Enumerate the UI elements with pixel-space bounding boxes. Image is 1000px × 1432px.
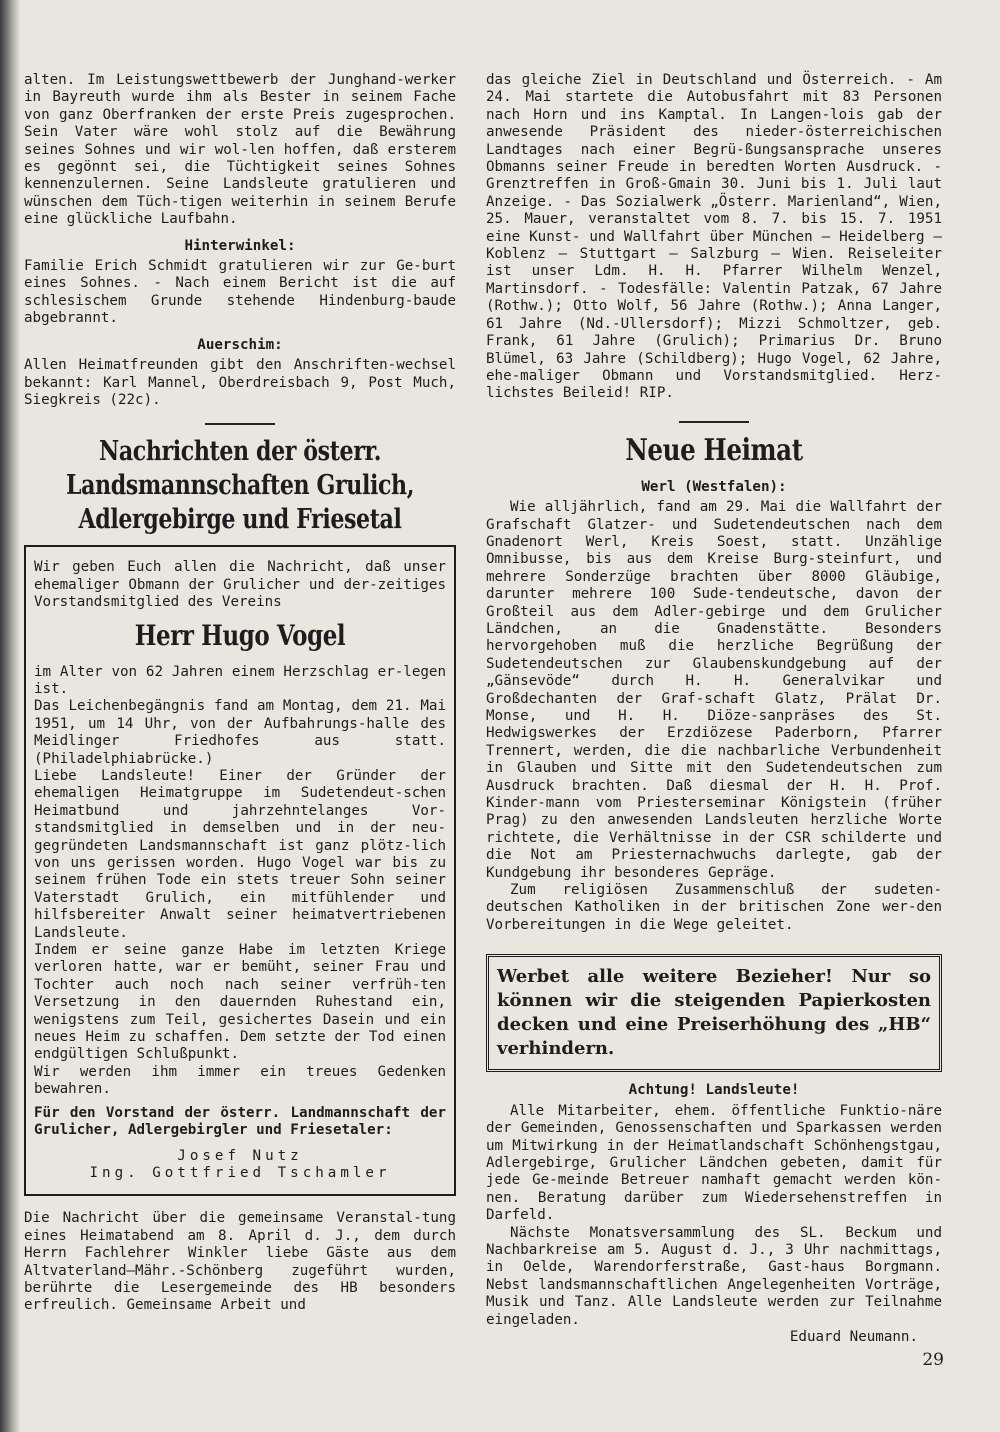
outro-paragraph: Die Nachricht über die gemeinsame Veranstal-tung eines Heimatabend am 8. April d. J., dem durch Herrn Fachlehrer Winkler liebe Gäste aus dem Altvaterland—Mähr.-Schönberg zugeführt wurden, berührte die Lesergemeinde des HB besonders erfreulich. Gemeinsame Arbeit und: [24, 1210, 456, 1314]
katholiken-paragraph: Zum religiösen Zusammenschluß der sudeten-deutschen Katholiken in der britischen Zone wer-den Vorbereitungen in die Wege geleitet.: [486, 882, 942, 933]
intro-paragraph: alten. Im Leistungswettbewerb der Junghand-werker in Bayreuth wurde ihm als Bester in seinem Fache von ganz Oberfranken der erste Preis zugesprochen. Sein Vater wäre wohl stolz auf die Bewährung seines Sohnes und wir wol-len hoffen, daß ersterem es gegönnt sei, die Tüchtigkeit seines Sohnes kennenzulernen. Seine Landsleute gratulieren und wünschen dem Tüch-tigen weiterhin in seinem Berufe eine glückliche Laufbahn.: [24, 72, 456, 228]
obituary-intro: Wir geben Euch allen die Nachricht, daß unser ehemaliger Obmann der Grulicher und der-zeitiges Vorstandsmitglied des Vereins: [34, 559, 446, 611]
mitarbeiter-paragraph: Alle Mitarbeiter, ehem. öffentliche Funktio-näre der Gemeinden, Genossenschaften und Sparkassen werden um Mitwirkung in der Heimatlandschaft Schönhengstgau, Adlergebirge, Grulicher Ländchen gebeten, damit für jede Ge-meinde Betreuer namhaft gemacht werden kön-nen. Beratung darüber zum Wiedersehenstreffen in Darfeld.: [486, 1102, 942, 1224]
left-column: [24, 72, 456, 1315]
news-paragraph: das gleiche Ziel in Deutschland und Österreich. - Am 24. Mai startete die Autobusfahrt mit 83 Personen nach Horn und ins Kamptal. In Langen-lois gab der anwesende Präsident des nieder-österreichischen Landtages nach einer Begrü-ßungsansprache unseres Obmanns seiner Freude in beredten Worten Ausdruck. - Grenztreffen in Groß-Gmain 30. Juni bis 1. Juli laut Anzeige. - Das Sozialwerk „Österr. Marienland“, Wien, 25. Mauer, veranstaltet vom 8. 7. bis 15. 7. 1951 eine Kunst- und Wallfahrt über München — Heidelberg — Koblenz — Stuttgart — Salzburg — Wien. Reiseleiter ist unser Ldm. H. H. Pfarrer Wilhelm Wenzel, Martinsdorf. - Todesfälle: Valentin Patzak, 67 Jahre (Rothw.); Otto Wolf, 56 Jahre (Rothw.); Anna Langer, 61 Jahre (Nd.-Ullersdorf); Mizzi Schmoltzer, geb. Frank, 61 Jahre (Grulich); Primarius Dr. Bruno Blümel, 63 Jahre (Schildberg); Hugo Vogel, 62 Jahre, ehe-maliger Obmann und Vorstandsmitglied. Herz-lichstes Beileid! RIP.: [486, 72, 942, 402]
binding-gutter: [0, 0, 20, 1432]
auerschim-paragraph: Allen Heimatfreunden gibt den Anschriften-wechsel bekannt: Karl Mannel, Oberdreisbach 9, Post Much, Siegkreis (22c).: [24, 357, 456, 408]
section-heading-neue-heimat: Neue Heimat: [625, 432, 803, 468]
versammlung-paragraph: Nächste Monatsversammlung des SL. Beckum und Nachbarkreise am 5. August d. J., 3 Uhr nachmittags, in Oelde, Warendorferstraße, Gast-haus Borgmann. Nebst landsmannschaftlichen Angelegenheiten Vorträge, Musik und Tanz. Alle Landsleute werden zur Teilnahme eingeladen.: [486, 1224, 942, 1328]
section-title-hinterwinkel: Hinterwinkel:: [184, 237, 296, 254]
werl-paragraph: Wie alljährlich, fand am 29. Mai die Wallfahrt der Grafschaft Glatzer- und Sudetendeutschen nach dem Gnadenort Werl, Kreis Soest, statt. Unzählige Omnibusse, bis aus dem Kreise Burg-steinfurt, und mehrere Sonderzüge brachten über 8000 Gläubige, darunter mehrere 100 Sude-tendeutsche, davon der Großteil aus dem Adler-gebirge und dem Grulicher Ländchen, an die Gnadenstätte. Besonders hervorgehoben muß die herzliche Begrüßung der Sudetendeutschen zur Glaubenskundgebung auf der „Gänsevöde“ durch H. H. Generalvikar und Großdechanten der Graf-schaft Glatz, Prälat Dr. Monse, und H. H. Diöze-sanpräses des St. Hedwigswerkes der Erzdiözese Paderborn, Pfarrer Trennert, werden, die die nachbarliche Verbundenheit in Glauben und Sitte mit den Sudetendeutschen zum Ausdruck brachten. Daß diesmal der H. H. Prof. Kinder-mann vom Priesterseminar Königstein (früher Prag) zu den anwesenden Landsleuten herzliche Worte richtete, die Verhältnisse in der CSR schilderte und die Not am Priesternachwuchs darlegte, gab der Kundgebung ihr besonderes Gepräge.: [486, 499, 942, 881]
obituary-p1: im Alter von 62 Jahren einem Herzschlag er-legen ist.: [34, 663, 446, 697]
obituary-p3: Liebe Landsleute! Einer der Gründer der ehemaligen Heimatgruppe im Sudetendeut-schen Heimatbund und jahrzehntelanges Vor-standsmitglied in demselben und in der neu-gegründeten Landsmannschaft ist ganz plötz-lich von uns gerissen worden. Hugo Vogel war bis zu seinem frühen Tode ein stets treuer Sohn seiner Vaterstadt Grulich, ein mitfühlender und hilfsbereiter Anwalt seiner heimatvertriebenen Landsleute.: [34, 767, 446, 941]
signature-tschamler: Ing. Gottfried Tschamler: [89, 1164, 391, 1181]
signature-nutz: Josef Nutz: [177, 1147, 303, 1164]
divider-right: [679, 421, 749, 423]
obituary-board: Für den Vorstand der österr. Landmannschaft der Grulicher, Adlergebirgler und Friesetaler:: [34, 1104, 446, 1139]
obituary-box: [24, 545, 456, 1196]
obituary-p5: Wir werden ihm immer ein treues Gedenken bewahren.: [34, 1063, 446, 1098]
obituary-name: Herr Hugo Vogel: [134, 618, 346, 652]
subscriber-advertisement: Werbet alle weitere Bezieher! Nur so können wir die steigenden Papierkosten decken und eine Preiserhöhung des „HB“ verhindern.: [486, 954, 942, 1072]
section-title-werl: Werl (Westfalen):: [641, 478, 787, 495]
section-title-achtung: Achtung! Landsleute!: [628, 1082, 800, 1099]
obituary-p2: Das Leichenbegängnis fand am Montag, dem 21. Mai 1951, um 14 Uhr, von der Aufbahrungs-halle des Meidlinger Friedhofes aus statt. (Philadelphiabrücke.): [34, 698, 446, 767]
section-title-auerschim: Auerschim:: [197, 336, 283, 353]
divider: [205, 423, 275, 425]
hinterwinkel-paragraph: Familie Erich Schmidt gratulieren wir zur Ge-burt eines Sohnes. - Nach einem Bericht ist die auf schlesischem Grunde stehende Hindenburg-baude abgebrannt.: [24, 258, 456, 327]
page-number: 29: [922, 1350, 944, 1370]
section-heading-landsmannschaften: Nachrichten der österr. Landsmannschaften Grulich, Adlergebirge und Friesetal: [65, 436, 415, 536]
obituary-p4: Indem er seine ganze Habe im letzten Kriege verloren hatte, war er bemüht, seiner Frau und Tochter auch noch nach seiner verfrüh-ten Versetzung in den dauernden Ruhestand ein, wenigstens zum Teil, gesichertes Dasein und ein neues Heim zu schaffen. Dem setzte der Tod einen endgültigen Schlußpunkt.: [34, 942, 446, 1063]
right-column: [486, 72, 942, 1346]
signature-neumann: Eduard Neumann.: [789, 1328, 918, 1345]
